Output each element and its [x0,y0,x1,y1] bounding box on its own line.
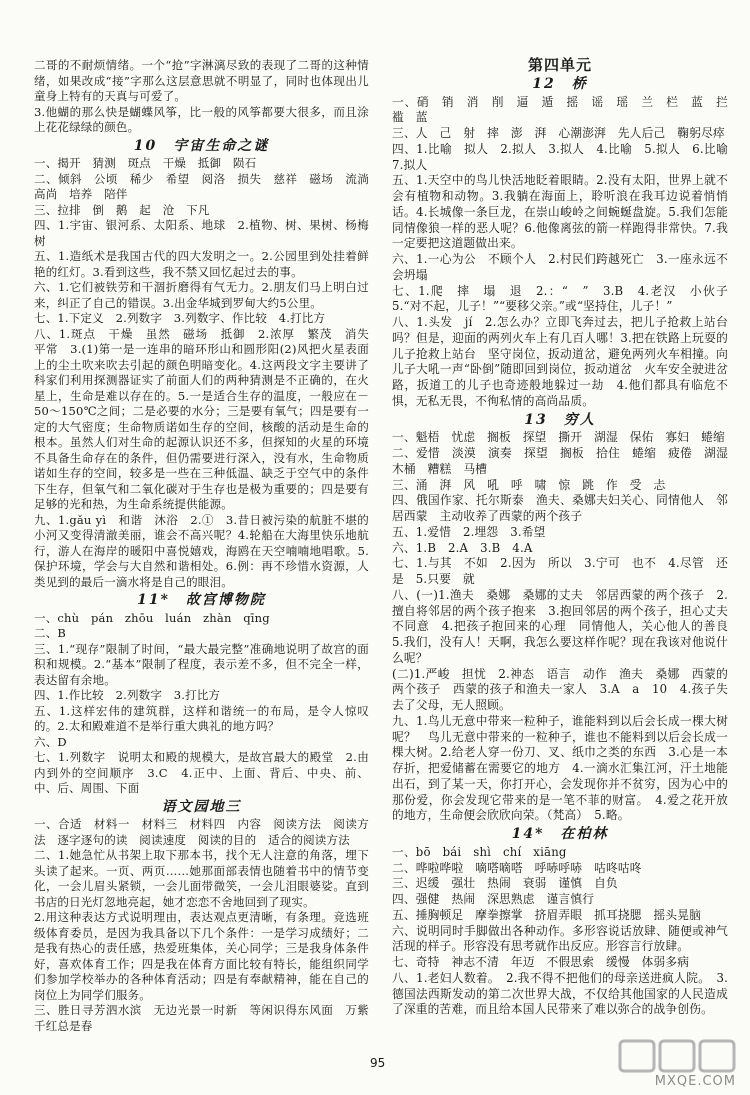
answer-paragraph: 七、1.列数字 说明太和殿的规模大，是故宫最大的殿堂 2.由内到外的空间顺序 3.C 4.正中、上面、背后、中央、前、中、后、周围、下面 [34,750,369,795]
answer-paragraph: 八、1.头发 jí 2.怎么办？立即飞奔过去，把儿子抢救上站台吗？但是，迎面的两列火车上有几百人哪！3.把在铁路上玩耍的儿子抢救上站台 坚守岗位，扳动道岔，避免两列火车相撞。向儿子大吼一声“卧倒”随即回到岗位，扳动道岔 火车安全驶进岔路，扳道工的儿子也奇迹般地躲过一劫 4.他们都具有临危不惧，无私无畏，不徇私情的高尚品质。 [392,315,728,408]
answer-paragraph: 一、揭开 猜测 斑点 干燥 抵御 陨石 [34,156,257,170]
answer-paragraph: 六、1.B 2.A 3.B 4.A [392,540,533,555]
answer-paragraph: 四、俄国作家、托尔斯泰 渔夫、桑娜夫妇关心、同情他人 邻居西蒙 主动收养了西蒙的两个孩子 [392,493,728,523]
answer-paragraph: 五、1.天空中的鸟儿快活地眨着眼睛。2.没有太阳，世界上就不会有植物和动物。3.我躺在海面上，聆听浪在我耳边说着悄悄话。4.长城像一条巨龙，在崇山峻岭之间蜿蜒盘旋。5.我们怎能同情像狼一样的恶人呢？6.他像离弦的箭一样跑得非常快。7.我一定要把这道题做出来。 [392,173,728,251]
answer-paragraph: 一、硝 销 消 削 逼 遁 摇 谣 瑶 兰 栏 蓝 拦 褴 蓝 [392,94,740,125]
answer-paragraph: 一、魁梧 忧虑 搁板 探望 撕开 湖湿 保佑 寡妇 蜷缩 [392,430,725,445]
answer-paragraph: 七、奇特 神志不清 年迈 不假思索 缓慢 体弱多病 [392,955,690,969]
answer-paragraph: 三、涌 湃 风 吼 呼 啸 惊 跳 作 受 忐 [392,477,666,492]
answer-paragraph: 六、1.它们被铁劳和干涸折磨得有气无力。2.朋友们马上明白过来，纠正了自己的错误。3.出金华城到罗甸大约5公里。 [34,280,369,310]
answer-paragraph: 二、倾斜 公顷 稀少 希望 阅洛 损失 慈祥 磁场 流淌 高尚 培养 陪伴 [34,171,381,201]
answer-paragraph: 二、哗啦哗啦 嘀嗒嘀嗒 呼哧呼哧 咕咚咕咚 [392,860,642,875]
answer-paragraph: 五、1.爱惜 2.埋怨 3.希望 [392,524,546,539]
answer-paragraph: 七、1.与其 不如 2.因为 所以 3.宁可 也不 4.尽管 还是 5.只要 就 [392,556,728,586]
answer-paragraph: 七、1.爬 摔 塌 退 2.：“ ” 3.B 4.老汉 小伙子 5.“对不起，儿子！”“要移父亲。”或“坚持住，儿子！” [392,283,740,314]
answer-paragraph: 2.用这种表达方式说明理由，表达观点更清晰，有条理。竞选班级体育委员，是因为我具备以下几个条件：一是学习成绩好；二是我有热心的责任感，热爱班集体，关心同学；三是我身体条件好，喜欢体育工作；四是我在体育方面比较有特长，能组织同学们参加学校举办的各种体育活动；四是有奉献精神，能在自己的岗位上为同学们服务。 [34,910,369,1002]
answer-paragraph: 三、迟缓 强壮 热闹 衰弱 谨慎 自负 [392,876,618,891]
section-heading: 12 桥 [532,75,588,92]
section-heading: 11* 故宫博物院 [137,592,266,608]
right-column [392,56,740,1018]
answer-paragraph: 三、人 己 射 摔 澎 湃 心潮澎湃 先人后己 鞠躬尽瘁 [392,126,725,140]
page-number: 95 [370,1056,386,1070]
watermark-logo [614,1037,740,1089]
answer-paragraph: 三、拉排 倒 鹅 起 沧 下凡 [34,202,210,217]
answer-paragraph: 八、(一)1.渔夫 桑娜 桑娜的丈夫 邻居西蒙的两个孩子 2.擅自将邻居的两个孩子抱来 3.抱回邻居的两个孩子，担心丈夫不同意 4.把孩子抱回来的心理 同情他人，关心他人的善良 5.我们，没有人！天啊，我怎么要这样作呢？现在我该对他说什么呢？ [392,587,740,665]
section-heading: 10 宇宙生命之谜 [133,137,270,154]
answer-paragraph: 八、1.斑点 干燥 虽然 磁场 抵御 2.浓厚 繁茂 消失 平常 3.(1)第一是一连串的暗环形山和圆形阳(2)风把火星表面上的尘土吹来吹去引起的颜色明暗变化。4.这两段文字主要讲了科家们利用探测器证实了前面人们的两种猜测是不正确的，在火星上，生命是难以存在的。5.一是适合生存的温度，一般应在－50～150℃之间；二是必要的水分；三是要有氧气；四是要有一定的大气密度；生命物质诺如生存的空间，核酸的活动是生命的根本。虽然人们对生命的起源认识还不多，但探知的火星的环境不具备生命存在的条件，但仍需要进行深入，没有水，生命物质诺如生存的空间，较多是一些在三种低温、缺乏于空气中的条件下生存，但氧气和二氧化碳对于生存也是极为重要的；四是要有足够的光和热，为生命系统提供能源。 [34,326,381,511]
left-column [34,58,381,1034]
answer-paragraph: 二哥的不耐烦情绪。一个“抢”字淋漓尽致的表现了二哥的这种情绪，如果改成“接”字那么这层意思就不明显了，同时也体现出儿童身上特有的天真与可爱了。 [34,58,369,103]
answer-paragraph: 二、爱惜 淡漠 演奏 探望 搁板 拾住 蜷缩 疲倦 湖湿 木桶 糟糕 马槽 [392,446,740,476]
section-heading: 13 穷人 [524,411,596,428]
answer-paragraph: 八、1.老妇人数着。 2.我不得不把他们的母亲送进疯人院。 3.德国法西斯发动的第二次世界大战，不仅给其他国家的人民造成了深重的苦难，而且给本国人民带来了难以弥合的战争创伤。 [392,970,728,1017]
section-heading: 语文园地三 [161,798,242,815]
watermark-shape-icon [614,1037,740,1077]
answer-paragraph: 一、bō bái shì chí xiāng [392,844,567,859]
answer-paragraph: 四、1.作比较 2.列数字 3.打比方 [34,688,221,702]
answer-paragraph: 三、1.“现存”限制了时间，“最大最完整”准确地说明了故宫的面积和规模。2.“基本”限制了程度，表示差不多，但不完全一样，表达留有余地。 [34,641,369,687]
answer-paragraph: 一、chù pán zhōu luán zhàn qīng [34,610,270,625]
answer-paragraph: 3.他蝴的那么快是蝴蝶风筝，比一般的风筝都要大很多，而且涂上花花绿绿的颜色。 [34,104,369,134]
answer-paragraph: 一、合适 材料一 材料三 材料四 内容 阅读方法 阅读方法 逐字逐句的读 阅读速度 阅读的目的 适合的阅读方法 [34,817,369,847]
watermark-text: MXQE.COM [654,1074,736,1089]
answer-paragraph: 五、1.这样宏伟的建筑群，这样和谐统一的布局，是令人惊叹的。2.太和殿难道不是举行重大典礼的地方吗？ [34,703,369,733]
answer-paragraph: 四、强健 热闹 深思熟虑 谨言慎行 [392,892,595,906]
section-heading: 14* 在柏林 [511,826,609,842]
answer-paragraph: 六、D [34,734,67,749]
answer-paragraph: 三、胜日寻芳泗水滨 无边光景一时新 等闲识得东风面 万紫千红总是春 [34,1003,369,1033]
answer-paragraph: 九、1.鸟儿无意中带来一粒种子，谁能料到以后会长成一棵大树呢？ 鸟儿无意中带来的一粒种子，谁也不能料到以后会长成一棵大树。2.给老人穿一份刀、叉、纸巾之类的东西 3.心是一本存折，把爱储蓄在需要它的地方 4.一滴水汇集江河，汗土地能出石，到了某一天，你打开心，会发现你并不贫穷，因为心中的那份爱，你会发现它带来的是一笔不菲的财富。 4.爱之花开放的地方，生命便会欣欣向荣。（梵高） 5.略。 [392,713,728,823]
section-heading: 第四单元 [527,56,592,74]
answer-paragraph: 五、1.造纸术是我国古代的四大发明之一。2.公园里到处挂着鲜艳的红灯。3.看到这些，我不禁又回忆起过去的事。 [34,249,369,279]
answer-paragraph: 六、1.一心为公 不顾个人 2.村民们跨越死亡 3.一座永远不会坍塌 [392,252,728,282]
answer-paragraph: 四、1.宇宙、银河系、太阳系、地球 2.植物、树、果树、杨梅树 [34,218,369,248]
answer-paragraph: 七、1.下定义 2.列数字 3.列数字、作比较 4.打比方 [34,311,326,325]
answer-paragraph: 九、1.gǎu yì 和谐 沐浴 2.① 3.昔日被污染的航脏不堪的小河又变得清澈美丽，谁会不高兴呢？4.轮船在大海里快乐地航行，游人在海岸的暖阳中喜悦嬉戏，海鸥在天空喃喃地唱歌。5.保护环境，学会与大自然和谐相处。6.例：再不珍惜水资源，人类见到的最后一滴水将是自己的眼泪。 [34,512,369,589]
answer-paragraph: 二、B [34,626,67,640]
answer-paragraph: (二)1.严峻 担忧 2.神态 语言 动作 渔夫 桑娜 西蒙的两个孩子 西蒙的孩子和渔夫一家人 3.A a 10 4.孩子失去了父母，无人照顾。 [392,666,728,712]
answer-paragraph: 二、1.她急忙从书架上取下那本书，找个无人注意的角落，埋下头读了起来。一页、两页……她那面部表情也随着书中的情节变化，一会儿眉头紧锁，一会儿面带微笑，一会儿泪眼婆娑。直到书店的日光灯忽地亮起，她才恋恋不舍地回到了现实。 [34,848,369,909]
answer-paragraph: 四、1.比喻 拟人 2.拟人 3.拟人 4.比喻 5.拟人 6.比喻 7.拟人 [392,141,740,172]
answer-paragraph: 五、捶胸顿足 摩拳擦掌 挤眉弄眼 抓耳挠腮 摇头晃脑 [392,907,702,922]
answer-paragraph: 六、说明同时手脚做出各种动作。多形容说话放肆、随便或神气活现的样子。形容没有思考就作出反应。形容言行放肆。 [392,923,728,954]
